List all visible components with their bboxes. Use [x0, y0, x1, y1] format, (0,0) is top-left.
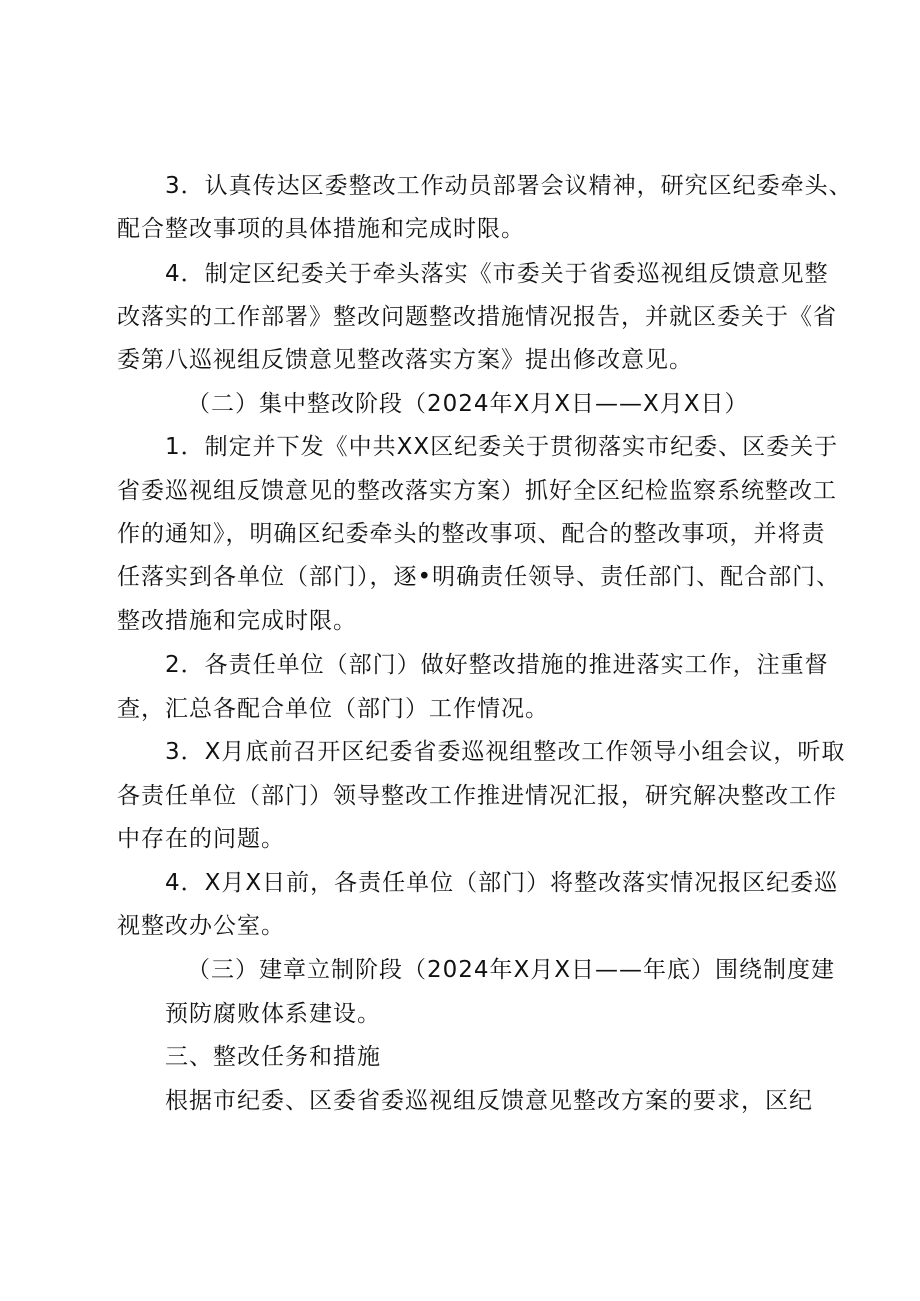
text-line: 中存在的问题。: [117, 826, 285, 852]
text-line: 3．认真传达区委整改工作动员部署会议精神，研究区纪委牵头、: [165, 173, 853, 199]
text-line: 各责任单位（部门）领导整改工作推进情况汇报，研究解决整改工作: [117, 783, 837, 809]
text-line: 根据市纪委、区委省委巡视组反馈意见整改方案的要求，区纪: [165, 1088, 813, 1114]
section-heading: 三、整改任务和措施: [165, 1044, 381, 1070]
text-line: 预防腐败体系建设。: [165, 1001, 381, 1027]
section-heading: （三）建章立制阶段（2024年X月X日——年底）围绕制度建: [187, 957, 836, 983]
text-line: 4．制定区纪委关于牵头落实《市委关于省委巡视组反馈意见整: [165, 261, 829, 287]
text-line: 2．各责任单位（部门）做好整改措施的推进落实工作，注重督: [165, 652, 829, 678]
text-line: 省委巡视组反馈意见的整改落实方案）抓好全区纪检监察系统整改工: [117, 478, 837, 504]
text-line: 作的通知》，明确区纪委牵头的整改事项、配合的整改事项，并将责: [117, 521, 826, 547]
text-line: 任落实到各单位（部门），逐•明确责任领导、责任部门、配合部门、: [117, 564, 841, 590]
text-line: 4．X月X日前，各责任单位（部门）将整改落实情况报区纪委巡: [165, 870, 839, 896]
section-heading: 委第八巡视组反馈意见整改落实方案》提出修改意见。: [117, 347, 693, 373]
text-line: 1．制定并下发《中共XX区纪委关于贯彻落实市纪委、区委关于: [165, 434, 839, 460]
text-line: 3．X月底前召开区纪委省委巡视组整改工作领导小组会议，听取: [165, 739, 846, 765]
text-line: 整改措施和完成时限。: [117, 608, 357, 634]
text-line: 查，汇总各配合单位（部门）工作情况。: [117, 696, 549, 722]
section-heading: （二）集中整改阶段（2024年X月X日——X月X日）: [187, 391, 749, 417]
text-line: 改落实的工作部署》整改问题整改措施情况报告，并就区委关于《省: [117, 304, 837, 330]
text-line: 视整改办公室。: [117, 913, 285, 939]
text-line: 配合整改事项的具体措施和完成时限。: [117, 216, 525, 242]
